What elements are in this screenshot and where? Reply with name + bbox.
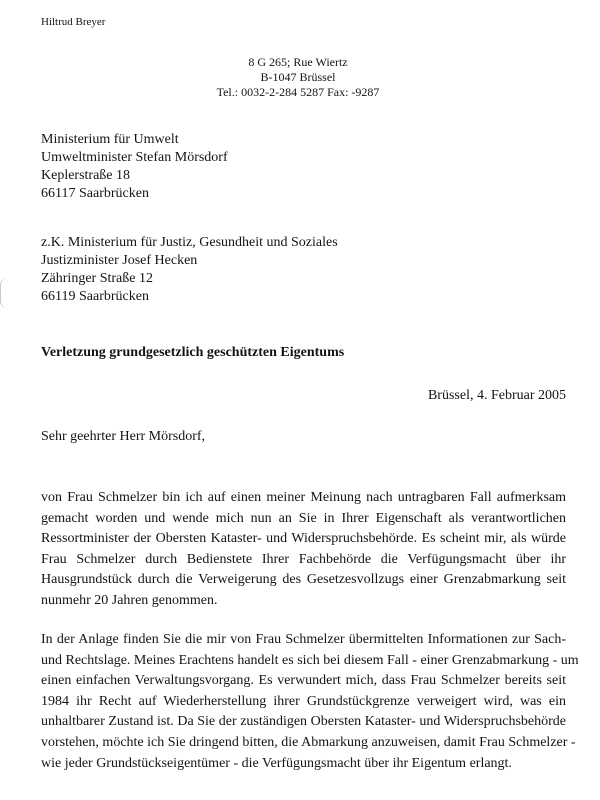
letter-date: Brüssel, 4. Februar 2005 — [427, 388, 566, 403]
body-paragraph-2 — [41, 630, 579, 774]
recipient-address — [41, 131, 228, 203]
sender-address-line: 8 G 265; Rue Wiertz — [248, 55, 348, 69]
recipient-line: 66117 Saarbrücken — [41, 186, 149, 201]
recipient-line: Ministerium für Umwelt — [41, 132, 179, 147]
paragraph-line: Hausgrundstück durch die Verweigerung des Gesetzesvollzugs einer Grenzabmarkung seit — [41, 572, 566, 588]
sender-address — [208, 55, 388, 100]
cc-address — [41, 234, 338, 306]
paragraph-line: gemacht worden und wende mich nun an Sie in Ihrer Eigenschaft als verantwortlichen — [41, 510, 566, 526]
salutation: Sehr geehrter Herr Mörsdorf, — [41, 429, 206, 444]
recipient-line: Keplerstraße 18 — [41, 168, 131, 183]
cc-line: Zähringer Straße 12 — [41, 271, 153, 286]
scan-margin-mark — [0, 278, 7, 308]
body-paragraph-1 — [41, 488, 566, 612]
paragraph-line: unhaltbarer Zustand ist. Da Sie der zuständigen Obersten Kataster- und Widerspruchsbehörde — [41, 714, 566, 730]
sender-name: Hiltrud Breyer — [41, 16, 106, 28]
paragraph-line: Frau Schmelzer durch Bedienstete Ihrer Fachbehörde die Verfügungsmacht über ihr — [41, 551, 566, 567]
cc-line: z.K. Ministerium für Justiz, Gesundheit und Soziales — [41, 235, 338, 250]
sender-address-line: B-1047 Brüssel — [260, 70, 336, 84]
paragraph-line: In der Anlage finden Sie die mir von Frau Schmelzer übermittelten Informationen zur Sach- — [41, 632, 566, 647]
cc-line: 66119 Saarbrücken — [41, 289, 149, 304]
paragraph-line: wie jeder Grundstückseigentümer - die Verfügungsmacht über ihr Eigentum erlangt. — [41, 755, 512, 771]
paragraph-line: nunmehr 20 Jahren genommen. — [41, 592, 218, 608]
letter-subject: Verletzung grundgesetzlich geschützten Eigentums — [41, 345, 345, 360]
sender-address-line: Tel.: 0032-2-284 5287 Fax: -9287 — [216, 85, 380, 99]
paragraph-line: vorstehen, möchte ich Sie dringend bitten, die Abmarkung anzuweisen, damit Frau Schmelzer - — [41, 734, 576, 750]
paragraph-line: von Frau Schmelzer bin ich auf einen meiner Meinung nach untragbaren Fall aufmerksam — [41, 490, 566, 505]
paragraph-line: 1984 ihr Recht auf Wiederherstellung ihrer Grundstückgrenze verweigert wird, was ein — [41, 693, 566, 709]
paragraph-line: einen einfachen Verwaltungsvorgang. Es verwundert mich, dass Frau Schmelzer bereits seit — [41, 673, 566, 689]
paragraph-line: Ressortminister der Obersten Kataster- und Widerspruchsbehörde. Es scheint mir, als würde — [41, 531, 566, 547]
paragraph-line: und Rechtslage. Meines Erachtens handelt es sich bei diesem Fall - einer Grenzabmarkung - um — [41, 652, 579, 668]
recipient-line: Umweltminister Stefan Mörsdorf — [41, 150, 228, 165]
cc-line: Justizminister Josef Hecken — [41, 253, 198, 268]
